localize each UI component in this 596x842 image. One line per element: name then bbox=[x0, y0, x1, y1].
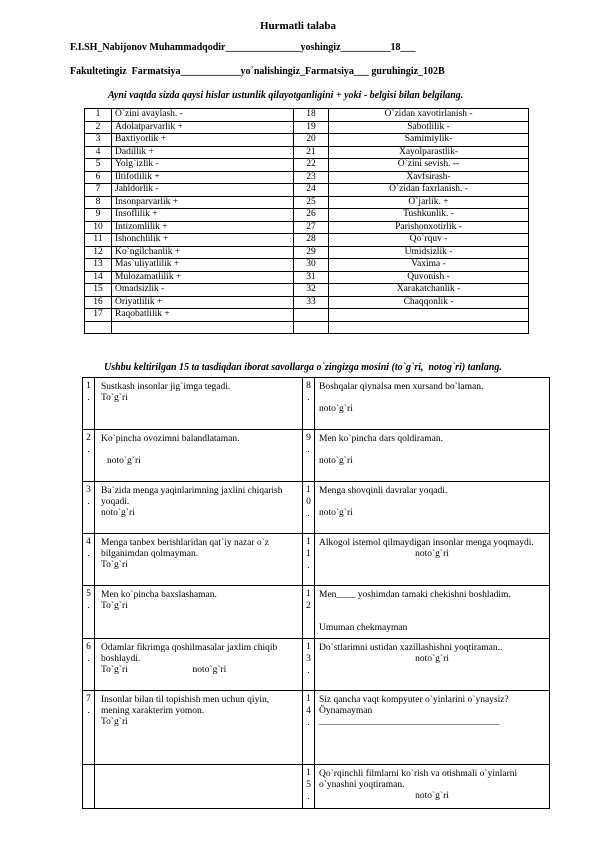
trait-number: 20 bbox=[294, 134, 329, 147]
trait-row-empty bbox=[85, 321, 529, 334]
trait-label: Quvonish - bbox=[329, 271, 529, 284]
question-text: Boshqalar qiynalsa men xursand bo`laman. bbox=[319, 382, 484, 392]
trait-row bbox=[85, 284, 529, 297]
trait-row bbox=[85, 259, 529, 272]
question-cell bbox=[95, 482, 303, 534]
question-answer: Öynamayman bbox=[319, 706, 373, 716]
question-number-char: 8 bbox=[306, 381, 311, 391]
empty-cell bbox=[112, 321, 294, 334]
questions-instruction: Ushbu keltirilgan 15 ta tasdiqdan iborat savollarga o`zingizga mosini (to`g`ri, notog`ri) tanlang. bbox=[104, 362, 502, 373]
trait-row bbox=[85, 121, 529, 134]
question-number-char: . bbox=[87, 601, 90, 611]
question-number-char: 1 bbox=[306, 768, 311, 778]
trait-number: 32 bbox=[294, 284, 329, 297]
trait-number: 13 bbox=[85, 259, 112, 272]
question-number bbox=[303, 482, 315, 534]
trait-row bbox=[85, 309, 529, 322]
trait-row bbox=[85, 171, 529, 184]
trait-number: 29 bbox=[294, 246, 329, 259]
trait-row bbox=[85, 146, 529, 159]
trait-label: Yolg`izlik - bbox=[112, 159, 294, 172]
question-number-char: . bbox=[87, 393, 90, 403]
question-number-char: . bbox=[307, 718, 310, 728]
trait-number: 33 bbox=[294, 296, 329, 309]
trait-label: Xavfsirash- bbox=[329, 171, 529, 184]
trait-label: O`zini sevish. -- bbox=[329, 159, 529, 172]
question-row bbox=[83, 765, 550, 809]
question-cell bbox=[315, 430, 550, 482]
trait-row bbox=[85, 196, 529, 209]
question-number-char: 1 bbox=[306, 549, 311, 559]
trait-number: 19 bbox=[294, 121, 329, 134]
trait-number: 25 bbox=[294, 196, 329, 209]
question-text: Odamlar fikrimga qoshilmasalar jaxlim chiqib boshlaydi. bbox=[101, 643, 278, 664]
trait-number: 10 bbox=[85, 221, 112, 234]
question-number bbox=[303, 639, 315, 691]
question-text: Alkogol istemol qilmaydigan insonlar menga yoqmaydi. bbox=[319, 538, 534, 548]
question-row bbox=[83, 639, 550, 691]
trait-label: Insoflilik + bbox=[112, 209, 294, 222]
question-answers bbox=[101, 665, 296, 676]
question-cell bbox=[95, 639, 303, 691]
question-text: Insonlar bilan til topishish men uchun qiyin, mening xarakterim yomon. bbox=[101, 695, 270, 716]
answer-blank-line: ______________________________________ bbox=[319, 717, 500, 727]
trait-row bbox=[85, 159, 529, 172]
question-number-char: 4 bbox=[306, 706, 311, 716]
question-number bbox=[303, 534, 315, 586]
question-number-char: . bbox=[87, 654, 90, 664]
trait-row bbox=[85, 234, 529, 247]
question-number-char: . bbox=[87, 549, 90, 559]
trait-label: Ishonchlilik + bbox=[112, 234, 294, 247]
trait-number bbox=[294, 309, 329, 322]
question-number-char: 1 bbox=[306, 537, 311, 547]
trait-label: Iltifotlilik + bbox=[112, 171, 294, 184]
question-number bbox=[303, 430, 315, 482]
question-number-char: 0 bbox=[306, 497, 311, 507]
question-number-char: . bbox=[307, 792, 310, 802]
faculty-info-line: Fakultetingiz Farmatsiya____________yo`nalishingiz_Farmatsiya___ guruhingiz_102B bbox=[70, 66, 445, 77]
question-number-char: 4 bbox=[86, 537, 91, 547]
trait-number: 7 bbox=[85, 184, 112, 197]
question-text: Menga tanbex berishlaridan qat`iy nazar o`z bilganimdan qolmayman. bbox=[101, 538, 270, 559]
question-answer: noto`g`ri bbox=[415, 549, 449, 559]
trait-label: Umidsizlik - bbox=[329, 246, 529, 259]
trait-row bbox=[85, 271, 529, 284]
trait-label: Mas`uliyatlilik + bbox=[112, 259, 294, 272]
question-text: Do`stlarimni ustidan xazillashishni yoqtiraman.. bbox=[319, 643, 503, 653]
trait-number: 31 bbox=[294, 271, 329, 284]
trait-number: 9 bbox=[85, 209, 112, 222]
question-text: Ko`pincha ovozimni balandlataman. bbox=[101, 434, 240, 444]
question-number bbox=[83, 378, 95, 430]
trait-label: Intizomlilik + bbox=[112, 221, 294, 234]
question-number-char: 3 bbox=[306, 654, 311, 664]
question-row bbox=[83, 534, 550, 586]
trait-number: 2 bbox=[85, 121, 112, 134]
empty-cell bbox=[294, 321, 329, 334]
question-number bbox=[83, 430, 95, 482]
question-row bbox=[83, 691, 550, 765]
question-answer: noto`g`ri bbox=[415, 654, 449, 664]
traits-instruction: Ayni vaqtda sizda qaysi hislar ustunlik qilayotganligini + yoki - belgisi bilan belgilang. bbox=[108, 90, 464, 101]
question-text: Siz qancha vaqt kompyuter o`yinlarini o`ynaysiz? bbox=[319, 695, 509, 705]
question-cell bbox=[315, 639, 550, 691]
trait-label: Jahldorlik - bbox=[112, 184, 294, 197]
question-number-char: . bbox=[307, 393, 310, 403]
trait-number: 15 bbox=[85, 284, 112, 297]
question-number-char: 9 bbox=[306, 433, 311, 443]
trait-label: Omadsizlik - bbox=[112, 284, 294, 297]
question-text: Menga shovqinli davralar yoqadi. bbox=[319, 486, 448, 496]
empty-cell bbox=[85, 321, 112, 334]
trait-label: Xarakatchanlik - bbox=[329, 284, 529, 297]
question-number-char: . bbox=[307, 561, 310, 571]
trait-label: Ko`ngilchanlik + bbox=[112, 246, 294, 259]
question-answer: To`g`ri bbox=[101, 560, 128, 570]
trait-number: 12 bbox=[85, 246, 112, 259]
trait-label: Mulozamatlilik + bbox=[112, 271, 294, 284]
question-answer: To`g`ri bbox=[101, 717, 128, 727]
trait-number: 6 bbox=[85, 171, 112, 184]
question-number-char: . bbox=[87, 445, 90, 455]
question-number-char: 5 bbox=[306, 780, 311, 790]
question-answer: To`g`ri bbox=[101, 393, 128, 403]
question-cell bbox=[95, 534, 303, 586]
page-title: Hurmatli talaba bbox=[259, 20, 337, 32]
question-number-char: . bbox=[307, 445, 310, 455]
trait-row bbox=[85, 246, 529, 259]
trait-number: 27 bbox=[294, 221, 329, 234]
question-cell bbox=[95, 691, 303, 765]
question-number bbox=[83, 534, 95, 586]
question-row bbox=[83, 378, 550, 430]
trait-number: 3 bbox=[85, 134, 112, 147]
trait-row bbox=[85, 134, 529, 147]
question-number bbox=[303, 691, 315, 765]
traits-table bbox=[84, 108, 529, 334]
trait-number: 5 bbox=[85, 159, 112, 172]
question-text: Men____ yoshimdan tamaki chekishni boshladim. bbox=[319, 590, 511, 600]
question-number bbox=[83, 586, 95, 639]
question-number-char: 1 bbox=[306, 485, 311, 495]
empty-cell bbox=[95, 765, 303, 809]
trait-row bbox=[85, 109, 529, 122]
question-row bbox=[83, 430, 550, 482]
question-number bbox=[83, 691, 95, 765]
question-number-char: 6 bbox=[86, 642, 91, 652]
question-number-char: 1 bbox=[86, 381, 91, 391]
question-row bbox=[83, 586, 550, 639]
trait-number: 24 bbox=[294, 184, 329, 197]
question-number bbox=[83, 639, 95, 691]
student-info-line: F.I.SH_Nabijonov Muhammadqodir_______________yoshingiz__________18___ bbox=[70, 42, 416, 53]
question-answer: To`g`ri bbox=[101, 601, 128, 611]
trait-label: Dadillik + bbox=[112, 146, 294, 159]
answer-true: To`g`ri bbox=[101, 665, 128, 675]
question-cell bbox=[95, 378, 303, 430]
question-number-char: . bbox=[87, 497, 90, 507]
trait-label: Samimiylik- bbox=[329, 134, 529, 147]
question-number bbox=[83, 482, 95, 534]
question-answer: noto`g`ri bbox=[319, 404, 353, 414]
trait-number: 23 bbox=[294, 171, 329, 184]
trait-number: 22 bbox=[294, 159, 329, 172]
question-number-char: 2 bbox=[86, 433, 91, 443]
trait-label: Raqobatlilik + bbox=[112, 309, 294, 322]
trait-number: 11 bbox=[85, 234, 112, 247]
trait-label bbox=[329, 309, 529, 322]
trait-label: Parishonxotirlik - bbox=[329, 221, 529, 234]
question-number-char: . bbox=[307, 666, 310, 676]
empty-cell bbox=[329, 321, 529, 334]
question-text: Men ko`pincha dars qoldiraman. bbox=[319, 434, 443, 444]
question-cell bbox=[315, 378, 550, 430]
question-text: Sustkash insonlar jig`imga tegadi. bbox=[101, 382, 231, 392]
question-number bbox=[303, 378, 315, 430]
question-answer: noto`g`ri bbox=[101, 508, 135, 518]
question-cell bbox=[315, 482, 550, 534]
trait-number: 18 bbox=[294, 109, 329, 122]
trait-label: Chaqqonlik - bbox=[329, 296, 529, 309]
trait-number: 26 bbox=[294, 209, 329, 222]
trait-label: Xayolparastlik- bbox=[329, 146, 529, 159]
question-cell bbox=[95, 586, 303, 639]
question-answer: noto`g`ri bbox=[319, 456, 353, 466]
trait-row bbox=[85, 221, 529, 234]
trait-number: 1 bbox=[85, 109, 112, 122]
question-number bbox=[303, 586, 315, 639]
question-cell bbox=[95, 430, 303, 482]
question-cell bbox=[315, 534, 550, 586]
question-number-char: . bbox=[307, 509, 310, 519]
trait-number: 14 bbox=[85, 271, 112, 284]
answer-false: noto`g`ri bbox=[192, 665, 227, 675]
question-row bbox=[83, 482, 550, 534]
question-number-char: 1 bbox=[306, 642, 311, 652]
trait-label: Baxtiyorlik + bbox=[112, 134, 294, 147]
question-number-char: 3 bbox=[86, 485, 91, 495]
trait-number: 28 bbox=[294, 234, 329, 247]
question-cell bbox=[315, 691, 550, 765]
trait-label: O`zidan faxrlanish. - bbox=[329, 184, 529, 197]
question-number-char: 7 bbox=[86, 694, 91, 704]
question-number-char: . bbox=[87, 706, 90, 716]
question-text: Men ko`pincha baxslashaman. bbox=[101, 590, 217, 600]
question-cell bbox=[315, 586, 550, 639]
trait-number: 16 bbox=[85, 296, 112, 309]
question-number-char: 5 bbox=[86, 589, 91, 599]
trait-number: 30 bbox=[294, 259, 329, 272]
question-answer: noto`g`ri bbox=[107, 456, 141, 466]
trait-number: 21 bbox=[294, 146, 329, 159]
questions-table bbox=[82, 377, 550, 809]
trait-label: Adolatparvarlik + bbox=[112, 121, 294, 134]
question-text: Qo`rqinchli filmlarni ko`rish va otishmali o`yinlarni o`ynashni yoqtiraman. bbox=[319, 769, 518, 790]
question-number-char: 2 bbox=[306, 601, 311, 611]
question-cell bbox=[315, 765, 550, 809]
trait-label: O`jarlik. + bbox=[329, 196, 529, 209]
trait-row bbox=[85, 184, 529, 197]
question-answer: noto`g`ri bbox=[319, 508, 353, 518]
trait-label: Sabotlilik - bbox=[329, 121, 529, 134]
trait-number: 4 bbox=[85, 146, 112, 159]
trait-row bbox=[85, 209, 529, 222]
question-answer: Umuman chekmayman bbox=[319, 623, 408, 633]
trait-label: Oriyatlilik + bbox=[112, 296, 294, 309]
trait-label: O`zini avaylash. - bbox=[112, 109, 294, 122]
question-answer: noto`g`ri bbox=[415, 791, 449, 801]
trait-number: 17 bbox=[85, 309, 112, 322]
question-number-char: 1 bbox=[306, 589, 311, 599]
trait-label: Tushkunlik. - bbox=[329, 209, 529, 222]
question-text: Ba`zida menga yaqinlarimning jaxlini chiqarish yoqadi. bbox=[101, 486, 283, 507]
trait-label: Qo`rquv - bbox=[329, 234, 529, 247]
trait-label: O`zidan xavotirlanish - bbox=[329, 109, 529, 122]
empty-cell bbox=[83, 765, 95, 809]
question-number-char: 1 bbox=[306, 694, 311, 704]
trait-label: Insonparvarlik + bbox=[112, 196, 294, 209]
question-number bbox=[303, 765, 315, 809]
trait-number: 8 bbox=[85, 196, 112, 209]
trait-label: Vaxima - bbox=[329, 259, 529, 272]
trait-row bbox=[85, 296, 529, 309]
